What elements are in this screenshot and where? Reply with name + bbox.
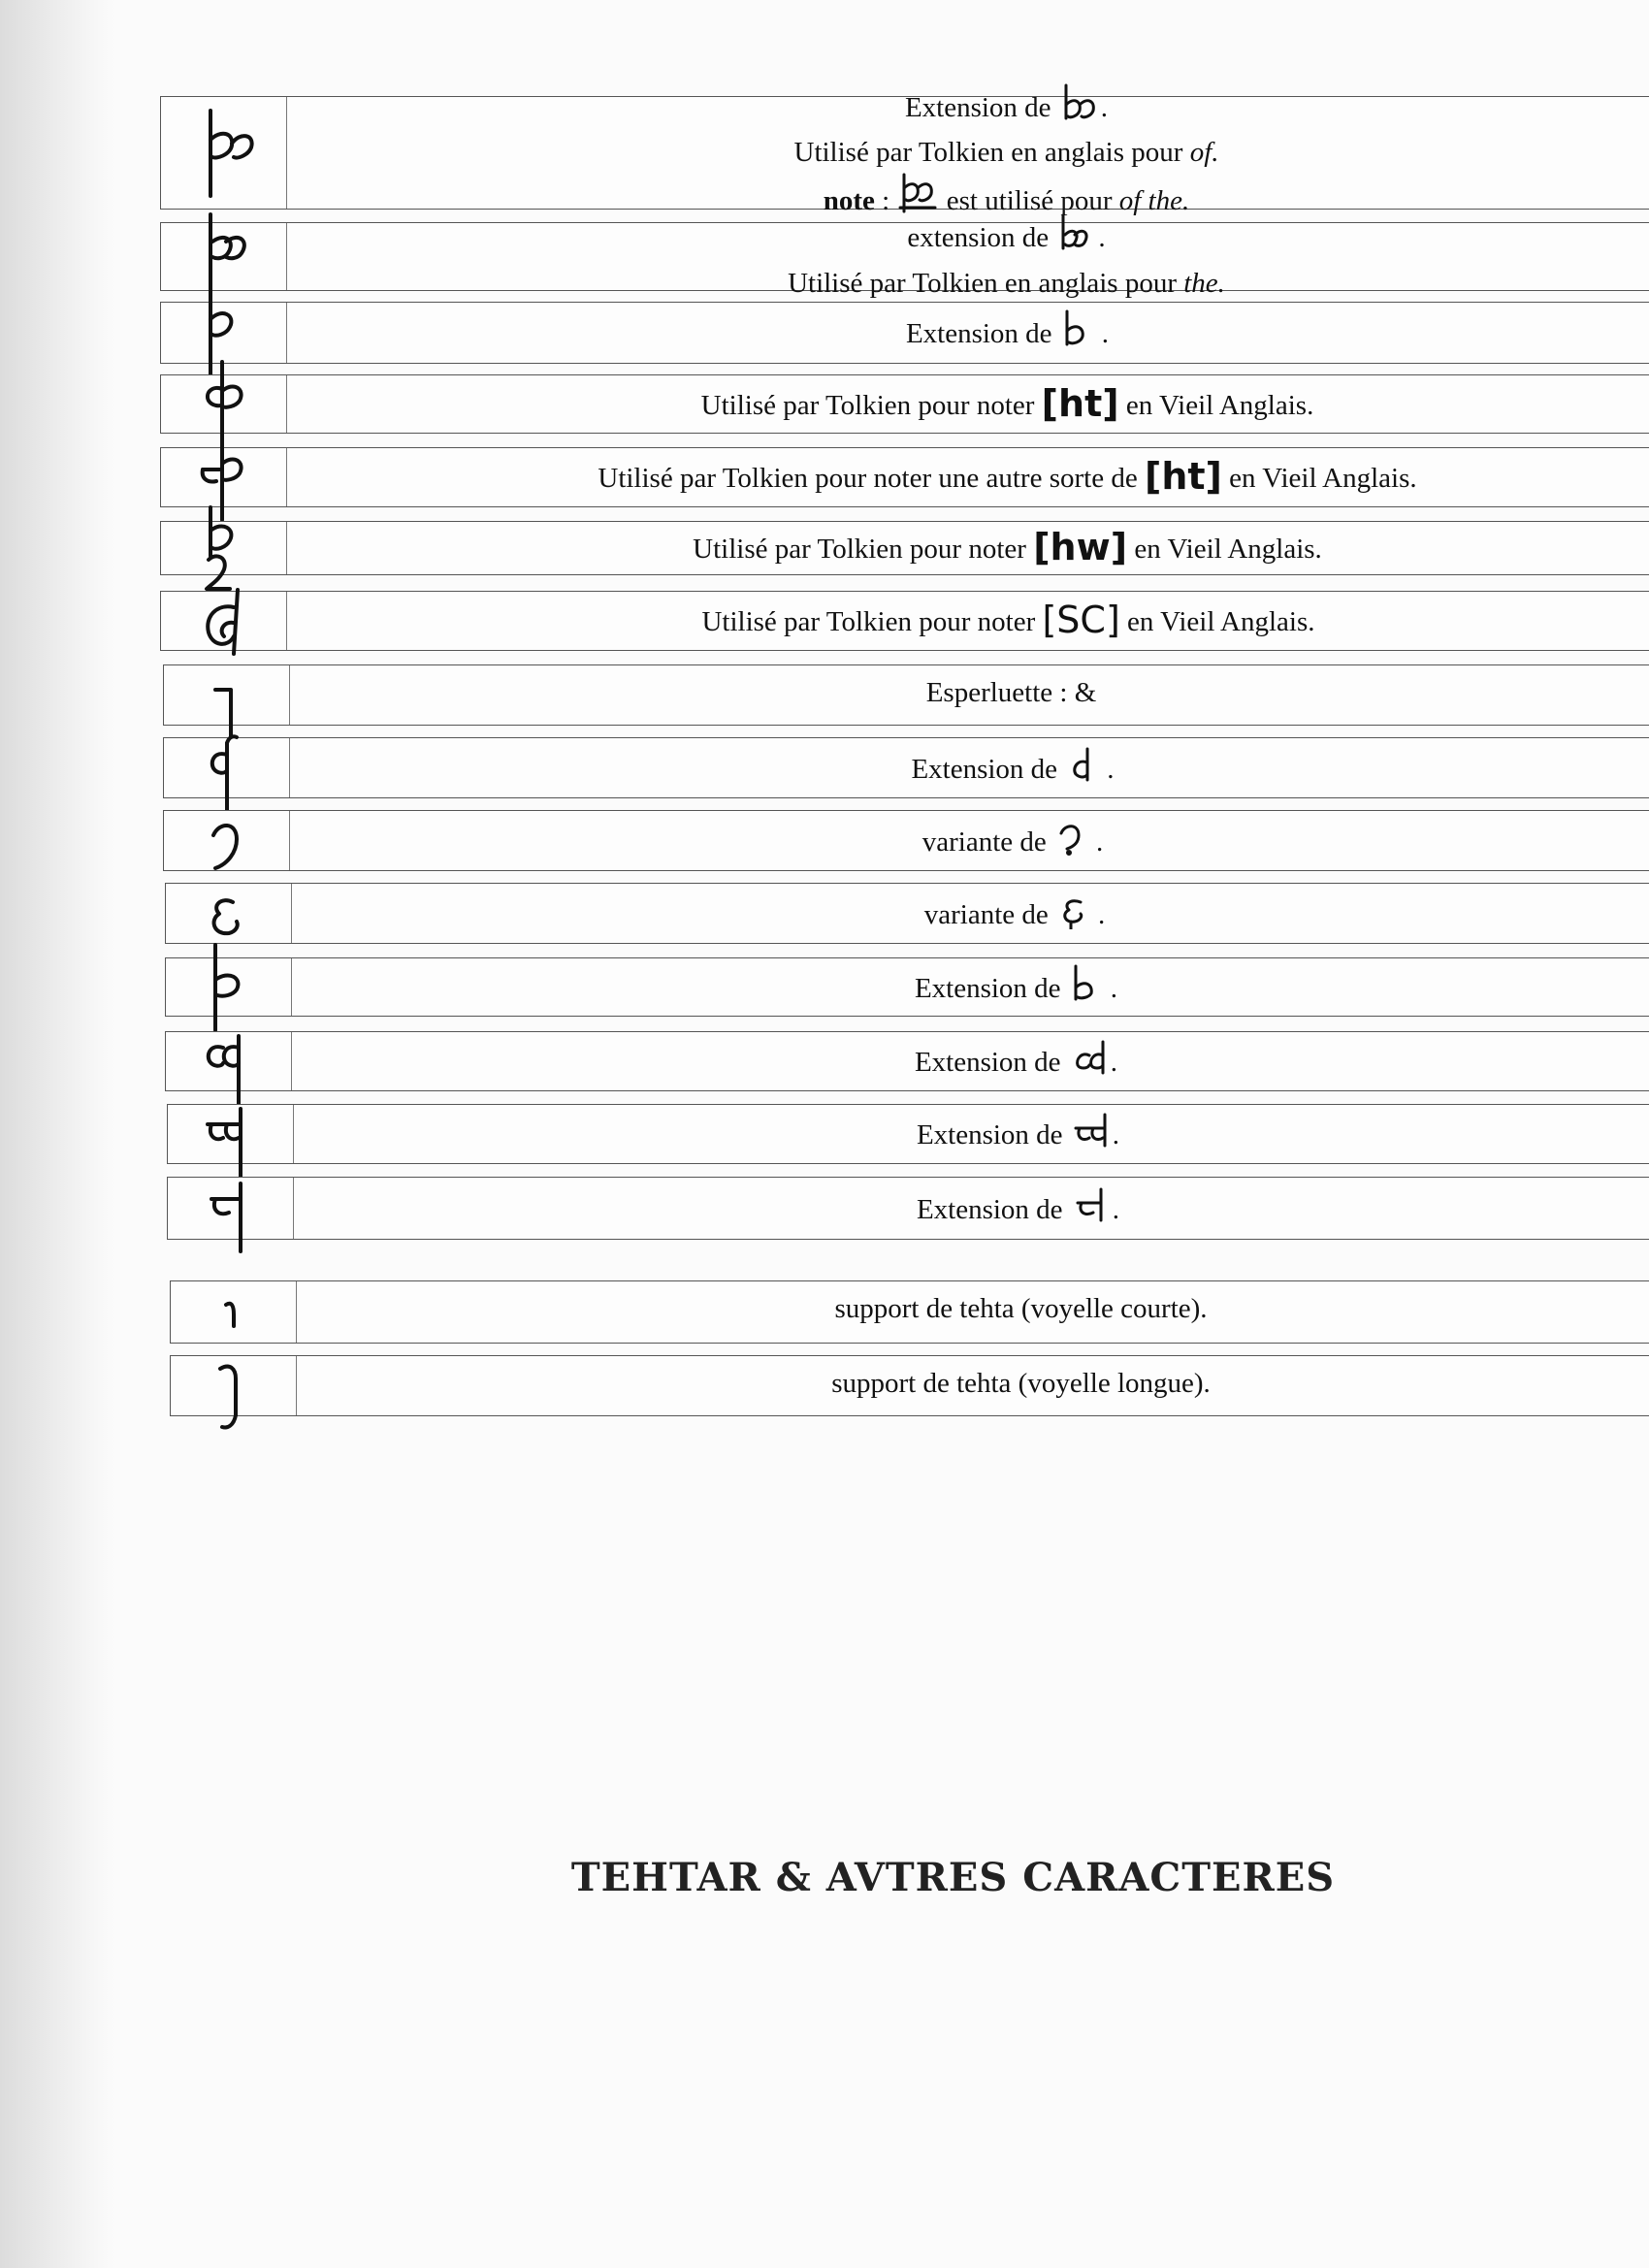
row-description xyxy=(287,522,1649,574)
tengwar-extended-tinco-icon xyxy=(166,958,292,1016)
table-row xyxy=(170,1280,1649,1344)
tengwar-calma-icon xyxy=(1066,741,1105,795)
text-before: Extension de xyxy=(916,1119,1063,1151)
description-line xyxy=(794,133,1219,173)
tengwar-anto-icon xyxy=(1057,210,1096,264)
text-after: . xyxy=(1096,826,1104,858)
text-before: Extension de xyxy=(911,753,1058,785)
tengwar-ht-icon xyxy=(161,375,287,433)
table-row xyxy=(163,737,1649,798)
text-after: . xyxy=(1112,1193,1120,1225)
text-after: . xyxy=(1112,1119,1120,1151)
description-line xyxy=(693,522,1322,573)
tengwar-short-carrier-icon xyxy=(171,1281,297,1343)
text-before: Utilisé par Tolkien pour noter xyxy=(701,606,1036,638)
description-line xyxy=(834,1289,1207,1329)
text-after: en Vieil Anglais. xyxy=(1134,534,1322,566)
text-before: Extension de xyxy=(904,91,1051,123)
tengwar-tinco-icon xyxy=(1070,960,1109,1015)
description-line xyxy=(915,1034,1117,1088)
text-after: . xyxy=(1098,222,1106,254)
description-line xyxy=(924,887,1106,941)
description-line xyxy=(906,306,1109,360)
table-row xyxy=(163,810,1649,871)
tengwar-hw-icon xyxy=(161,522,287,574)
text-before: support de tehta (voyelle courte). xyxy=(834,1293,1208,1324)
tengwar-extended-anga-icon xyxy=(166,1032,292,1090)
description-line xyxy=(922,814,1104,868)
book-spine-shadow xyxy=(0,0,114,2268)
description-line xyxy=(917,1107,1119,1161)
phoneme: [ht] xyxy=(1144,455,1222,499)
row-description xyxy=(290,738,1649,797)
description-line xyxy=(907,210,1105,264)
tengwar-romen-variant-icon xyxy=(164,811,290,870)
table-row xyxy=(165,1031,1649,1091)
tengwar-quesse-icon xyxy=(1072,1182,1111,1236)
text-after: . xyxy=(1110,972,1118,1004)
table-row xyxy=(160,91,1649,216)
row-description xyxy=(287,222,1649,299)
tengwar-umbar-icon xyxy=(1060,80,1099,134)
phoneme: [SC] xyxy=(1042,599,1120,642)
english-word: of. xyxy=(1189,137,1219,169)
phoneme: [ht] xyxy=(1041,381,1119,425)
tengwar-long-carrier-icon xyxy=(171,1356,297,1415)
table-row xyxy=(160,374,1649,434)
table-row xyxy=(167,1177,1649,1240)
description-line xyxy=(911,741,1114,795)
description-line xyxy=(831,1364,1211,1404)
row-description xyxy=(294,1105,1649,1163)
description-line xyxy=(598,451,1416,502)
tengwar-ungwe-icon xyxy=(1072,1107,1111,1161)
row-description xyxy=(294,1178,1649,1239)
row-description xyxy=(290,811,1649,870)
row-description xyxy=(287,592,1649,650)
tengwar-extended-ando-icon xyxy=(161,303,287,363)
text-before: extension de xyxy=(907,222,1050,254)
text-after: en Vieil Anglais. xyxy=(1229,463,1417,495)
text-before: Esperluette : & xyxy=(925,677,1097,708)
tengwar-ando-icon xyxy=(1061,306,1100,360)
tengwar-extended-ungwe-icon xyxy=(168,1105,294,1163)
tengwar-anga-icon xyxy=(1070,1034,1109,1088)
table-row xyxy=(160,591,1649,651)
tengwar-extended-quesse-icon xyxy=(168,1178,294,1239)
table-row xyxy=(165,957,1649,1017)
text-before: Utilisé par Tolkien pour noter xyxy=(693,534,1026,566)
description-line xyxy=(701,378,1314,430)
english-word: the. xyxy=(1183,268,1225,299)
table-row xyxy=(160,447,1649,507)
text-after: . xyxy=(1110,1047,1118,1079)
table-row xyxy=(163,664,1649,726)
row-description xyxy=(292,958,1649,1016)
description-line xyxy=(701,595,1314,646)
row-description xyxy=(297,1281,1649,1343)
text-after: est utilisé pour xyxy=(946,184,1113,216)
text-before: Extension de xyxy=(905,318,1052,350)
text-before: Extension de xyxy=(916,1193,1063,1225)
tengwar-romen-icon xyxy=(1055,814,1094,868)
table-row xyxy=(165,883,1649,944)
text-after: . xyxy=(1101,318,1110,350)
tengwar-extended-calma-icon xyxy=(164,738,290,797)
table-row xyxy=(160,521,1649,575)
text-after: . xyxy=(1107,753,1115,785)
tengwar-ampersand-icon xyxy=(164,665,290,725)
tengwar-silme-icon xyxy=(1057,887,1096,941)
table-row xyxy=(160,222,1649,299)
description-line xyxy=(926,673,1097,713)
row-description xyxy=(287,375,1649,433)
note-label: note xyxy=(823,184,875,216)
text-before: Extension de xyxy=(914,1047,1061,1079)
description-line xyxy=(905,80,1108,134)
text-after: . xyxy=(1100,91,1109,123)
section-title: TEHTAR & AVTRES CARACTERES xyxy=(570,1855,1336,1900)
row-description xyxy=(290,665,1649,725)
tengwar-silme-variant-icon xyxy=(166,884,292,943)
text-before: variante de xyxy=(923,898,1049,930)
description-line xyxy=(788,264,1225,304)
row-description xyxy=(287,303,1649,363)
text-after: en Vieil Anglais. xyxy=(1125,389,1314,421)
row-description xyxy=(287,91,1649,216)
text-before: Utilisé par Tolkien pour noter xyxy=(700,389,1035,421)
text-after: . xyxy=(1098,898,1106,930)
tengwar-sc-icon xyxy=(161,592,287,650)
row-description xyxy=(292,1032,1649,1090)
tengwar-extended-anto-icon xyxy=(161,223,287,290)
english-word: of the. xyxy=(1118,184,1190,216)
row-description xyxy=(287,448,1649,506)
table-row xyxy=(160,302,1649,364)
tengwar-extended-umbar-icon xyxy=(161,97,287,209)
table-row xyxy=(170,1355,1649,1416)
tengwar-ht-variant-icon xyxy=(161,448,287,506)
text-before: : xyxy=(882,184,890,216)
row-description xyxy=(297,1356,1649,1415)
text-before: Utilisé par Tolkien en anglais pour xyxy=(788,268,1177,299)
text-after: en Vieil Anglais. xyxy=(1127,606,1315,638)
text-before: Utilisé par Tolkien en anglais pour xyxy=(793,137,1183,169)
description-line xyxy=(915,960,1117,1015)
description-line xyxy=(917,1182,1119,1236)
text-before: Utilisé par Tolkien pour noter une autre sorte de xyxy=(598,463,1138,495)
table-row xyxy=(167,1104,1649,1164)
text-before: variante de xyxy=(922,826,1047,858)
row-description xyxy=(292,884,1649,943)
text-before: support de tehta (voyelle longue). xyxy=(831,1368,1211,1399)
phoneme: [hw] xyxy=(1033,526,1128,569)
text-before: Extension de xyxy=(914,972,1061,1004)
